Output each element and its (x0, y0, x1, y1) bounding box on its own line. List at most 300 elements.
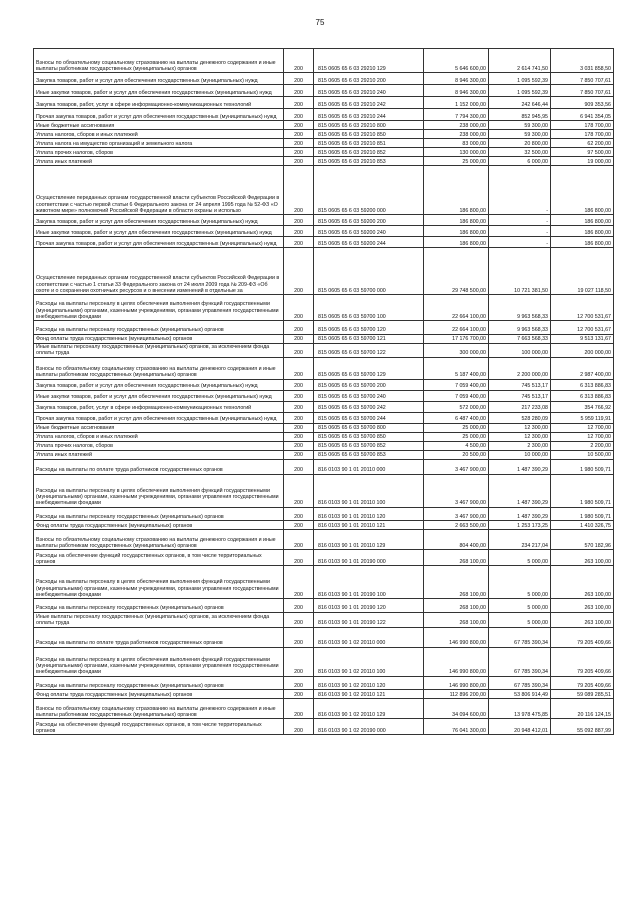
row-executed-text: 852 945,95 (521, 113, 548, 120)
row-admin-code (284, 248, 314, 295)
row-remaining-text: 909 353,56 (584, 101, 611, 108)
row-remaining-text: 79 205 409,66 (577, 640, 611, 647)
row-approved-text: 268 100,00 (459, 605, 486, 612)
row-remaining (551, 432, 614, 441)
row-approved-text: 186 800,00 (459, 240, 486, 247)
row-approved (424, 612, 489, 627)
row-approved (424, 148, 489, 157)
row-approved (424, 237, 489, 248)
row-budget-code-text: 816 0103 90 1 01 20110 100 (318, 500, 386, 507)
row-executed-text: 5 000,00 (527, 591, 548, 598)
row-executed (489, 530, 551, 550)
row-budget-code-text: 815 0605 65 6 03 59200 200 (318, 218, 386, 225)
row-remaining (551, 566, 614, 599)
row-name-text: Закупка товаров, работ, услуг в сфере информационно-коммуникационных технологий (36, 405, 252, 412)
row-remaining (551, 390, 614, 401)
row-budget-code-text: 816 0103 90 1 02 20110 100 (318, 669, 386, 676)
row-approved-text: 186 800,00 (459, 229, 486, 236)
row-admin-code (284, 130, 314, 139)
row-approved-text: 112 896 200,00 (449, 691, 486, 698)
row-name-text: Закупка товаров, работ и услуг для обеспечения государственных (муниципальных) нужд (36, 77, 258, 84)
row-approved (424, 390, 489, 401)
table-row (34, 530, 614, 550)
row-name-text: Расходы на выплаты по оплате труда работников государственных органов (36, 467, 223, 474)
row-budget-code-text: 816 0103 90 1 01 20190 120 (318, 605, 386, 612)
row-remaining (551, 599, 614, 613)
row-executed-text: - (546, 207, 548, 214)
row-name-text: Иные бюджетные ассигнования (36, 122, 115, 129)
table-row (34, 432, 614, 441)
table-row (34, 423, 614, 432)
row-name-text: Расходы на выплаты персоналу государственных (муниципальных) органов (36, 682, 224, 689)
row-remaining-text: 570 182,96 (584, 542, 611, 549)
row-budget-code (314, 459, 424, 474)
table-row (34, 226, 614, 237)
row-budget-code-text: 816 0103 90 1 01 20190 000 (318, 558, 386, 565)
row-approved (424, 73, 489, 85)
row-budget-code (314, 73, 424, 85)
row-budget-code-text: 816 0103 90 1 02 20110 129 (318, 711, 386, 718)
row-executed-text: 7 663 568,33 (517, 336, 548, 343)
row-remaining (551, 121, 614, 130)
row-admin-code-text: 200 (294, 711, 303, 718)
row-approved (424, 690, 489, 699)
row-admin-code (284, 321, 314, 335)
row-remaining-text: 263 100,00 (584, 591, 611, 598)
row-admin-code (284, 441, 314, 450)
row-approved-text: 186 800,00 (459, 218, 486, 225)
row-executed (489, 390, 551, 401)
row-admin-code-text: 200 (294, 425, 303, 432)
row-budget-code (314, 379, 424, 390)
row-executed (489, 474, 551, 507)
table-row (34, 379, 614, 390)
table-row (34, 412, 614, 423)
row-budget-code (314, 627, 424, 647)
row-admin-code (284, 73, 314, 85)
row-budget-code (314, 157, 424, 166)
row-admin-code-text: 200 (294, 669, 303, 676)
row-remaining-text: 1 980 509,71 (580, 500, 611, 507)
row-approved (424, 226, 489, 237)
row-budget-code-text: 815 0605 65 6 03 59700 850 (318, 434, 386, 441)
table-row (34, 357, 614, 379)
row-admin-code (284, 97, 314, 109)
row-remaining-text: 6 941 354,05 (580, 113, 611, 120)
row-remaining-text: 62 200,00 (587, 140, 611, 147)
row-remaining (551, 474, 614, 507)
row-name (34, 85, 284, 97)
row-approved (424, 719, 489, 735)
row-remaining (551, 166, 614, 215)
row-name (34, 130, 284, 139)
row-executed-text: 1 487 390,29 (517, 467, 548, 474)
row-budget-code (314, 248, 424, 295)
row-executed-text: 6 000,00 (527, 158, 548, 165)
row-admin-code-text: 200 (294, 207, 303, 214)
row-admin-code (284, 49, 314, 73)
row-remaining-text: 263 100,00 (584, 558, 611, 565)
row-name (34, 334, 284, 343)
row-executed (489, 130, 551, 139)
row-remaining (551, 226, 614, 237)
row-budget-code (314, 450, 424, 459)
row-name-text: Иные закупки товаров, работ и услуг для обеспечения государственных (муниципальных) нужд (36, 229, 272, 236)
row-budget-code (314, 423, 424, 432)
row-admin-code (284, 432, 314, 441)
row-executed-text: 1 487 390,29 (517, 500, 548, 507)
row-executed (489, 627, 551, 647)
row-admin-code (284, 423, 314, 432)
row-executed (489, 459, 551, 474)
row-executed-text: 234 217,04 (521, 542, 548, 549)
table-row (34, 49, 614, 73)
row-budget-code (314, 295, 424, 321)
row-approved-text: 83 000,00 (462, 140, 486, 147)
row-executed (489, 121, 551, 130)
row-approved-text: 3 467 900,00 (455, 500, 486, 507)
row-name-text: Фонд оплаты труда государственных (муниципальных) органов (36, 336, 193, 343)
row-admin-code-text: 200 (294, 287, 303, 294)
row-remaining-text: 12 700,00 (587, 434, 611, 441)
row-remaining (551, 334, 614, 343)
row-executed (489, 507, 551, 521)
row-name-text: Прочая закупка товаров, работ и услуг для обеспечения государственных (муниципальных) нужд (36, 113, 277, 120)
row-budget-code (314, 390, 424, 401)
row-admin-code-text: 200 (294, 336, 303, 343)
row-name-text: Взносы по обязательному социальному страхованию на выплаты денежного содержания и иные выплаты работникам государственных (муниципальных) органов (36, 366, 276, 379)
row-approved (424, 157, 489, 166)
row-admin-code-text: 200 (294, 542, 303, 549)
row-executed (489, 248, 551, 295)
row-name (34, 97, 284, 109)
row-approved-text: 238 000,00 (459, 122, 486, 129)
row-approved (424, 166, 489, 215)
row-admin-code-text: 200 (294, 131, 303, 138)
table-row (34, 507, 614, 521)
table-row (34, 647, 614, 676)
row-admin-code (284, 85, 314, 97)
row-remaining (551, 530, 614, 550)
row-remaining (551, 612, 614, 627)
row-executed (489, 647, 551, 676)
row-name (34, 550, 284, 566)
row-executed-text: 59 300,00 (524, 131, 548, 138)
table-row (34, 166, 614, 215)
row-approved (424, 647, 489, 676)
row-admin-code (284, 139, 314, 148)
table-row (34, 627, 614, 647)
row-admin-code (284, 474, 314, 507)
row-name (34, 121, 284, 130)
row-remaining (551, 676, 614, 690)
row-approved (424, 401, 489, 412)
row-executed-text: 67 785 390,34 (514, 640, 548, 647)
row-remaining-text: 12 700 531,67 (577, 327, 611, 334)
table-row (34, 690, 614, 699)
row-name (34, 699, 284, 719)
row-remaining-text: 200 000,00 (584, 350, 611, 357)
row-executed-text: 12 300,00 (524, 425, 548, 432)
row-approved-text: 22 664 100,00 (452, 313, 486, 320)
row-remaining-text: 263 100,00 (584, 620, 611, 627)
table-row (34, 237, 614, 248)
table-row (34, 321, 614, 335)
row-executed-text: 20 800,00 (524, 140, 548, 147)
row-remaining-text: 10 500,00 (587, 452, 611, 459)
row-executed (489, 432, 551, 441)
row-budget-code-text: 816 0103 90 1 01 20110 121 (318, 522, 386, 529)
row-remaining-text: 2 200,00 (590, 443, 611, 450)
row-approved (424, 474, 489, 507)
table-row (34, 130, 614, 139)
row-remaining-text: 55 092 887,99 (577, 727, 611, 734)
row-name (34, 237, 284, 248)
row-budget-code-text: 816 0103 90 1 02 20110 120 (318, 682, 386, 689)
row-remaining-text: 9 513 131,67 (580, 336, 611, 343)
budget-table (33, 48, 614, 735)
row-remaining-text: 3 031 858,50 (580, 65, 611, 72)
row-budget-code-text: 816 0103 90 1 02 20110 000 (318, 640, 386, 647)
row-admin-code-text: 200 (294, 416, 303, 423)
row-admin-code-text: 200 (294, 240, 303, 247)
row-approved (424, 566, 489, 599)
row-executed-text: - (546, 240, 548, 247)
row-name (34, 73, 284, 85)
row-remaining (551, 647, 614, 676)
row-remaining (551, 139, 614, 148)
row-approved (424, 423, 489, 432)
table-row (34, 121, 614, 130)
row-name-text: Расходы на обеспечение функций государственных органов, в том числе территориальных органов (36, 552, 262, 565)
row-remaining-text: 354 766,92 (584, 405, 611, 412)
row-approved-text: 7 794 300,00 (455, 113, 486, 120)
row-name (34, 507, 284, 521)
table-row (34, 566, 614, 599)
row-admin-code-text: 200 (294, 350, 303, 357)
table-row (34, 719, 614, 735)
row-remaining-text: 20 116 124,15 (577, 711, 611, 718)
row-approved-text: 5 187 400,00 (455, 372, 486, 379)
row-approved-text: 3 467 900,00 (455, 513, 486, 520)
row-admin-code (284, 627, 314, 647)
row-admin-code (284, 121, 314, 130)
row-admin-code-text: 200 (294, 691, 303, 698)
row-name (34, 459, 284, 474)
row-name-text: Закупка товаров, работ и услуг для обеспечения государственных (муниципальных) нужд (36, 218, 258, 225)
row-name-text: Уплата иных платежей (36, 452, 92, 459)
row-remaining-text: 79 205 409,66 (577, 682, 611, 689)
row-executed (489, 441, 551, 450)
row-name-text: Расходы на выплаты персоналу государственных (муниципальных) органов (36, 605, 224, 612)
row-executed-text: 1 095 592,39 (517, 89, 548, 96)
row-name (34, 295, 284, 321)
row-approved-text: 146 990 800,00 (449, 669, 486, 676)
row-name-text: Расходы на выплаты персоналу в целях обеспечения выполнения функций государственными (муниципальными) органами, казенными учреждениями, органами управления государственными внебюджетными фондами (36, 487, 279, 507)
row-remaining-text: 59 089 285,51 (577, 691, 611, 698)
row-executed-text: 242 646,44 (521, 101, 548, 108)
row-approved (424, 357, 489, 379)
row-budget-code (314, 521, 424, 530)
row-budget-code-text: 815 0605 65 6 03 59700 000 (318, 287, 386, 294)
row-admin-code (284, 295, 314, 321)
row-name (34, 719, 284, 735)
row-name-text: Расходы на выплаты персоналу в целях обеспечения выполнения функций государственными (муниципальными) органами, казенными учреждениями, органами управления государственными внебюджетными фондами (36, 656, 279, 676)
row-name (34, 157, 284, 166)
row-executed-text: 2 614 741,50 (517, 65, 548, 72)
row-budget-code (314, 130, 424, 139)
row-budget-code-text: 815 0605 65 6 03 59700 800 (318, 425, 386, 432)
row-budget-code-text: 815 0605 65 6 03 59700 200 (318, 383, 386, 390)
row-remaining-text: 6 313 886,83 (580, 383, 611, 390)
row-name-text: Иные бюджетные ассигнования (36, 425, 115, 432)
row-budget-code (314, 401, 424, 412)
row-approved (424, 432, 489, 441)
row-remaining-text: 186 800,00 (584, 207, 611, 214)
table-row (34, 401, 614, 412)
row-admin-code (284, 647, 314, 676)
row-budget-code-text: 815 0605 65 6 03 29210 853 (318, 158, 386, 165)
row-executed (489, 412, 551, 423)
row-budget-code-text: 815 0605 65 6 03 29210 129 (318, 65, 386, 72)
row-name-text: Расходы на выплаты персоналу государственных (муниципальных) органов (36, 327, 224, 334)
row-budget-code-text: 815 0605 65 6 03 59200 244 (318, 240, 386, 247)
row-admin-code (284, 566, 314, 599)
row-remaining (551, 295, 614, 321)
row-remaining-text: 19 027 118,50 (577, 287, 611, 294)
row-name-text: Фонд оплаты труда государственных (муниципальных) органов (36, 522, 193, 529)
row-name (34, 612, 284, 627)
row-admin-code (284, 690, 314, 699)
row-remaining-text: 263 100,00 (584, 605, 611, 612)
row-remaining (551, 49, 614, 73)
row-remaining (551, 215, 614, 226)
row-budget-code-text: 815 0605 65 6 03 59700 240 (318, 394, 386, 401)
row-approved (424, 121, 489, 130)
row-budget-code (314, 566, 424, 599)
row-name-text: Уплата налогов, сборов и иных платежей (36, 434, 138, 441)
row-name-text: Иные закупки товаров, работ и услуг для обеспечения государственных (муниципальных) нужд (36, 394, 272, 401)
row-admin-code (284, 226, 314, 237)
row-remaining-text: 186 800,00 (584, 229, 611, 236)
row-budget-code-text: 816 0103 90 1 01 20190 100 (318, 591, 386, 598)
row-budget-code (314, 226, 424, 237)
row-remaining (551, 521, 614, 530)
row-name-text: Иные выплаты персоналу государственных (муниципальных) органов, за исключением фонда оплаты труда (36, 344, 270, 357)
row-name-text: Иные закупки товаров, работ и услуг для обеспечения государственных (муниципальных) нужд (36, 89, 272, 96)
row-approved (424, 507, 489, 521)
row-name (34, 379, 284, 390)
row-budget-code (314, 334, 424, 343)
row-name-text: Осуществление переданных органам государственной власти субъектов Российской Федерации в соответствии с частью первой статьи 6 Федерального закона от 24 апреля 1995 года № 52-ФЗ «О животном мире» полномочий Российской Федерации в области охраны и использо (36, 195, 280, 214)
row-executed-text: 5 000,00 (527, 605, 548, 612)
row-budget-code (314, 474, 424, 507)
row-approved-text: 17 176 700,00 (452, 336, 486, 343)
row-admin-code-text: 200 (294, 313, 303, 320)
row-admin-code-text: 200 (294, 605, 303, 612)
page-number: 75 (315, 18, 325, 27)
row-approved-text: 7 059 400,00 (455, 383, 486, 390)
row-budget-code-text: 815 0605 65 6 03 59700 242 (318, 405, 386, 412)
row-approved (424, 248, 489, 295)
row-admin-code-text: 200 (294, 229, 303, 236)
row-approved-text: 268 100,00 (459, 620, 486, 627)
row-executed (489, 97, 551, 109)
row-admin-code-text: 200 (294, 149, 303, 156)
row-remaining (551, 719, 614, 735)
row-remaining (551, 357, 614, 379)
row-budget-code-text: 815 0605 65 6 03 59700 100 (318, 313, 386, 320)
row-admin-code-text: 200 (294, 394, 303, 401)
row-executed-text: 2 200 000,00 (517, 372, 548, 379)
table-row (34, 699, 614, 719)
row-name (34, 441, 284, 450)
row-remaining (551, 379, 614, 390)
row-approved-text: 300 000,00 (459, 350, 486, 357)
row-admin-code-text: 200 (294, 591, 303, 598)
row-admin-code (284, 676, 314, 690)
table-row (34, 676, 614, 690)
table-row (34, 334, 614, 343)
row-admin-code (284, 530, 314, 550)
row-approved-text: 146 990 800,00 (449, 682, 486, 689)
row-budget-code-text: 815 0605 65 6 03 29210 240 (318, 89, 386, 96)
row-admin-code-text: 200 (294, 140, 303, 147)
row-remaining-text: 5 959 119,91 (580, 416, 611, 423)
row-executed (489, 521, 551, 530)
row-approved-text: 3 467 900,00 (455, 467, 486, 474)
row-admin-code-text: 200 (294, 405, 303, 412)
row-remaining (551, 401, 614, 412)
row-executed (489, 599, 551, 613)
row-name-text: Уплата прочих налогов, сборов (36, 149, 114, 156)
row-admin-code (284, 521, 314, 530)
row-admin-code-text: 200 (294, 158, 303, 165)
row-budget-code-text: 815 0605 65 6 03 59700 853 (318, 452, 386, 459)
table-row (34, 157, 614, 166)
row-executed-text: 53 806 914,49 (514, 691, 548, 698)
row-executed (489, 423, 551, 432)
row-remaining (551, 148, 614, 157)
row-name (34, 676, 284, 690)
row-approved (424, 49, 489, 73)
row-budget-code (314, 676, 424, 690)
row-admin-code (284, 166, 314, 215)
row-name (34, 109, 284, 121)
row-name (34, 647, 284, 676)
row-approved (424, 85, 489, 97)
row-admin-code-text: 200 (294, 443, 303, 450)
row-remaining-text: 7 850 707,61 (580, 77, 611, 84)
row-admin-code-text: 200 (294, 101, 303, 108)
row-approved-text: 146 990 800,00 (449, 640, 486, 647)
row-executed (489, 109, 551, 121)
row-executed-text: 1 487 390,29 (517, 513, 548, 520)
table-row (34, 343, 614, 357)
row-admin-code (284, 148, 314, 157)
row-budget-code (314, 412, 424, 423)
row-approved (424, 450, 489, 459)
row-executed-text: 1 095 592,39 (517, 77, 548, 84)
row-approved (424, 321, 489, 335)
row-budget-code-text: 815 0605 65 6 03 59200 000 (318, 207, 386, 214)
row-approved-text: 22 664 100,00 (452, 327, 486, 334)
row-budget-code-text: 815 0605 65 6 03 29210 850 (318, 131, 386, 138)
row-executed (489, 321, 551, 335)
row-remaining (551, 699, 614, 719)
row-remaining-text: 178 700,00 (584, 131, 611, 138)
row-approved-text: 25 000,00 (462, 434, 486, 441)
